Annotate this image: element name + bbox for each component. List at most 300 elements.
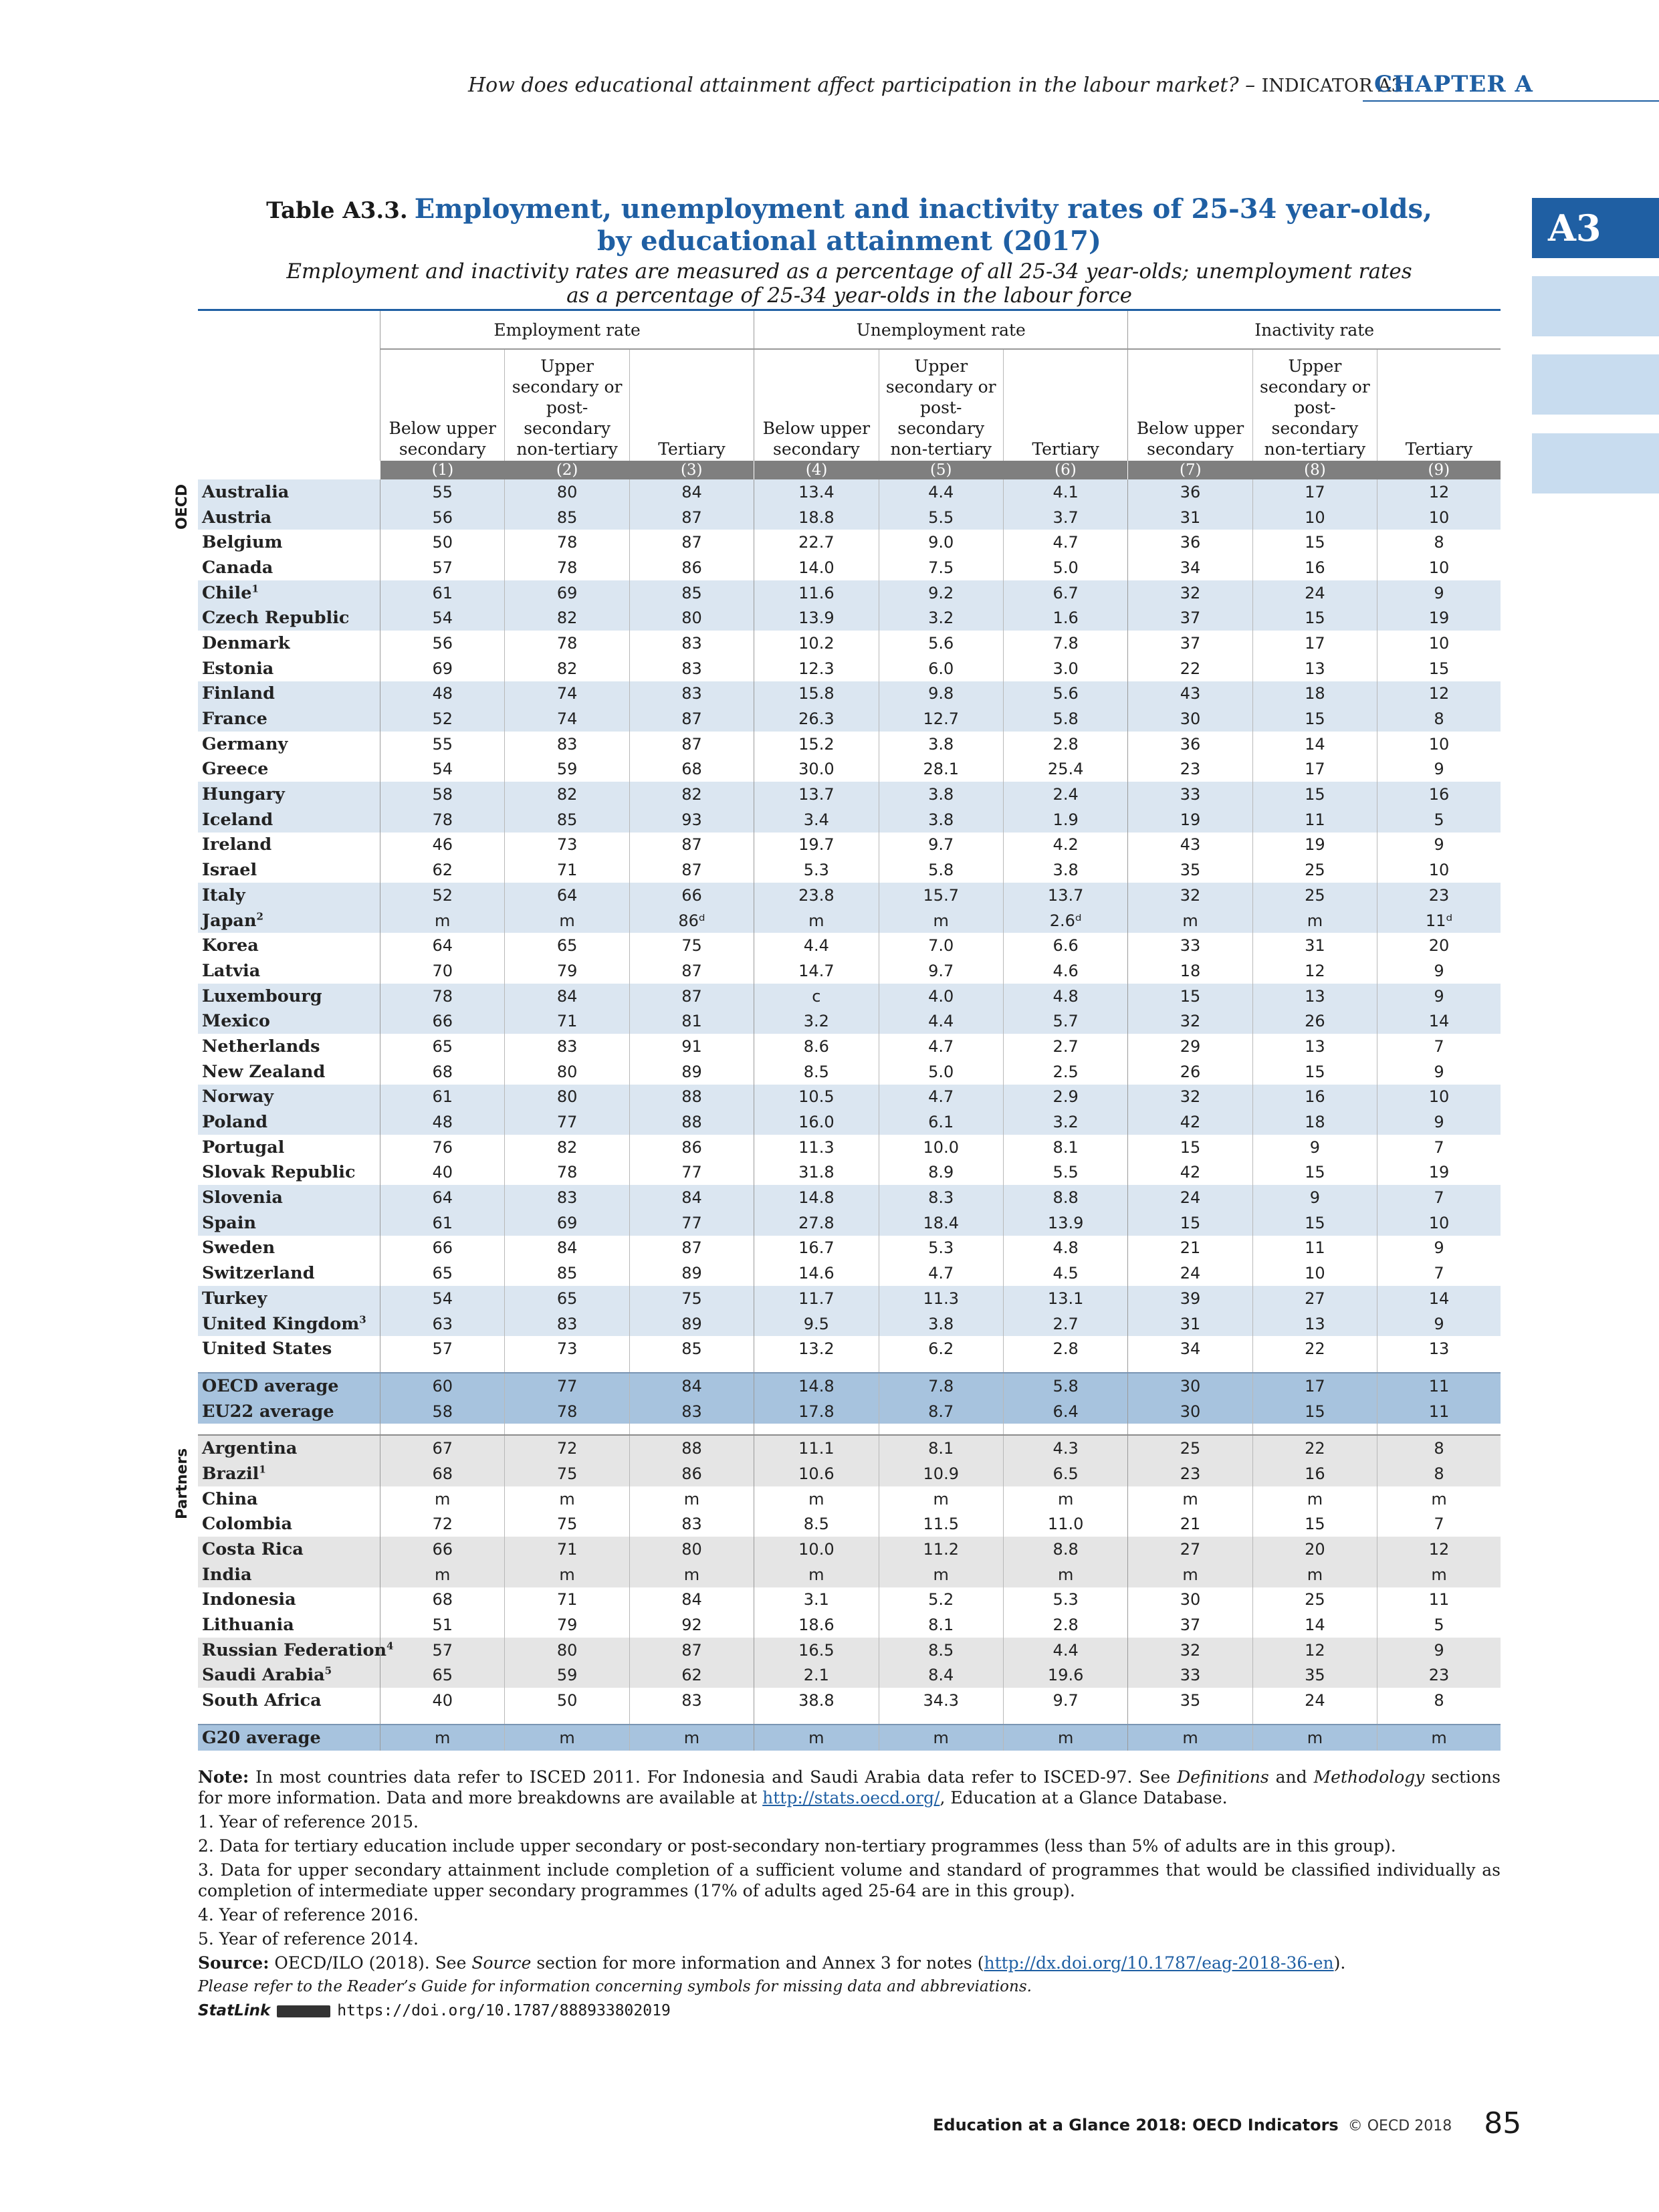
table-cell: m	[1128, 1725, 1252, 1751]
section-tab-placeholder	[1532, 276, 1659, 336]
source-text: OECD/ILO (2018). See	[269, 1953, 472, 1973]
country-name: Denmark	[202, 633, 290, 653]
table-cell: 3.8	[1003, 857, 1127, 883]
table-cell: 23	[1377, 883, 1501, 908]
data-table-container	[174, 309, 1501, 1751]
table-cell: 2.1	[754, 1663, 879, 1688]
table-cell: 18	[1128, 958, 1252, 984]
table-cell: 27.8	[754, 1210, 879, 1236]
table-cell: 13.1	[1003, 1286, 1127, 1311]
table-cell: 61	[380, 1210, 505, 1236]
table-cell: 6.1	[879, 1109, 1003, 1135]
table-cell: 11.7	[754, 1286, 879, 1311]
table-cell: 68	[380, 1587, 505, 1613]
table-row	[198, 1537, 1501, 1562]
table-cell: 2.9	[1003, 1085, 1127, 1110]
table-cell: 42	[1128, 1160, 1252, 1186]
empty-corner	[198, 311, 380, 349]
table-cell: 8	[1377, 530, 1501, 555]
table-cell: 19	[1377, 605, 1501, 631]
row-label	[198, 1512, 380, 1537]
table-cell: 77	[505, 1373, 629, 1399]
note-paragraph	[198, 1767, 1501, 1808]
table-cell: 66	[380, 1236, 505, 1261]
table-cell: m	[505, 1562, 629, 1587]
table-cell: 36	[1128, 732, 1252, 757]
table-cell: 19.7	[754, 833, 879, 858]
table-cell: 87	[629, 706, 754, 732]
row-label	[198, 1311, 380, 1337]
table-cell: 77	[629, 1210, 754, 1236]
table-row	[198, 1336, 1501, 1361]
table-cell: 65	[380, 1663, 505, 1688]
table-cell: 38.8	[754, 1688, 879, 1713]
table-row	[198, 1435, 1501, 1461]
table-cell: m	[879, 1725, 1003, 1751]
table-cell: 10.6	[754, 1461, 879, 1486]
table-cell: 31	[1128, 505, 1252, 530]
country-name: Greece	[202, 759, 269, 780]
table-cell: 55	[380, 732, 505, 757]
table-cell: 15.2	[754, 732, 879, 757]
table-cell: 3.0	[1003, 656, 1127, 681]
table-cell: m	[629, 1562, 754, 1587]
subheader-5: Upper secondary or post-secondary non-tertiary	[879, 349, 1003, 461]
table-cell: 8.4	[879, 1663, 1003, 1688]
table-cell: 5.5	[879, 505, 1003, 530]
table-cell: 13	[1252, 1311, 1377, 1337]
table-cell: 84	[629, 479, 754, 505]
spacer-cell	[629, 1424, 754, 1435]
table-cell: 46	[380, 833, 505, 858]
table-cell: 88	[629, 1109, 754, 1135]
table-cell: 4.2	[1003, 833, 1127, 858]
table-cell: 18.4	[879, 1210, 1003, 1236]
table-cell: 63	[380, 1311, 505, 1337]
table-row	[198, 656, 1501, 681]
table-cell: 40	[380, 1688, 505, 1713]
table-cell: 82	[505, 656, 629, 681]
table-cell: 61	[380, 580, 505, 606]
footnote-5: 5. Year of reference 2014.	[198, 1929, 419, 1949]
table-cell: 78	[380, 807, 505, 833]
table-cell: 86ᵈ	[629, 908, 754, 933]
table-cell: 71	[505, 1008, 629, 1034]
table-row	[198, 605, 1501, 631]
table-cell: 22.7	[754, 530, 879, 555]
table-row	[198, 782, 1501, 807]
footnote-marker: 5	[324, 1664, 332, 1677]
table-cell: 10	[1377, 505, 1501, 530]
table-cell: 5.3	[754, 857, 879, 883]
doi-link[interactable]: http://dx.doi.org/10.1787/eag-2018-36-en	[984, 1953, 1334, 1973]
table-cell: 57	[380, 555, 505, 580]
table-row	[198, 1135, 1501, 1160]
statlink-label: StatLink	[198, 2002, 271, 2019]
table-cell: 6.5	[1003, 1461, 1127, 1486]
row-label	[198, 757, 380, 782]
table-cell: 56	[380, 505, 505, 530]
table-cell: 4.0	[879, 984, 1003, 1009]
row-label	[198, 857, 380, 883]
table-cell: 76	[380, 1135, 505, 1160]
table-cell: 51	[380, 1612, 505, 1638]
table-cell: 15	[1252, 782, 1377, 807]
table-cell: 9	[1252, 1185, 1377, 1210]
table-cell: 13.2	[754, 1336, 879, 1361]
spacer-cell	[629, 1361, 754, 1373]
table-cell: 2.8	[1003, 1336, 1127, 1361]
section-tab-placeholder	[1532, 354, 1659, 415]
country-name: Slovenia	[202, 1188, 283, 1208]
row-label	[198, 908, 380, 933]
table-cell: 3.8	[879, 782, 1003, 807]
row-label	[198, 479, 380, 505]
table-cell: 9	[1377, 1109, 1501, 1135]
table-cell: 5.8	[879, 857, 1003, 883]
table-cell: 13.9	[1003, 1210, 1127, 1236]
table-cell: 10	[1377, 1085, 1501, 1110]
table-title	[198, 194, 1501, 257]
table-cell: 15	[1252, 605, 1377, 631]
table-cell: 6.4	[1003, 1399, 1127, 1424]
table-cell: 91	[629, 1034, 754, 1059]
table-cell: 34	[1128, 555, 1252, 580]
country-name: South Africa	[202, 1690, 322, 1711]
table-cell: 82	[505, 1135, 629, 1160]
country-name: EU22 average	[202, 1401, 334, 1422]
spacer-cell	[505, 1361, 629, 1373]
country-name: Latvia	[202, 960, 261, 981]
table-cell: 16.7	[754, 1236, 879, 1261]
table-cell: 31	[1128, 1311, 1252, 1337]
table-cell: 2.5	[1003, 1059, 1127, 1085]
country-name: Poland	[202, 1112, 268, 1133]
country-name: Luxembourg	[202, 986, 322, 1006]
table-cell: 5.3	[879, 1236, 1003, 1261]
table-cell: 23.8	[754, 883, 879, 908]
table-cell: 18.8	[754, 505, 879, 530]
table-cell: 65	[505, 1286, 629, 1311]
row-label	[198, 1663, 380, 1688]
table-cell: m	[879, 1486, 1003, 1512]
table-row	[198, 1059, 1501, 1085]
table-cell: 88	[629, 1085, 754, 1110]
row-label	[198, 530, 380, 555]
footnote-3: 3. Data for upper secondary attainment include completion of a sufficient volume and standard of programmes that would be classified individually as completion of intermediate upper secondary programmes (17% of adults aged 25-64 are in this group).	[198, 1860, 1501, 1900]
table-subtitle-line1: Employment and inactivity rates are measured as a percentage of all 25-34 year-olds; unemployment rates	[286, 259, 1412, 284]
spacer-cell	[879, 1361, 1003, 1373]
table-cell: 35	[1128, 857, 1252, 883]
table-cell: m	[629, 1725, 754, 1751]
table-cell: 18	[1252, 681, 1377, 707]
country-name: Costa Rica	[202, 1539, 304, 1560]
table-cell: m	[1252, 908, 1377, 933]
spacer-cell	[1252, 1713, 1377, 1725]
source-text: section for more information and Annex 3 for notes (	[531, 1953, 984, 1973]
table-cell: 13	[1252, 656, 1377, 681]
table-cell: 78	[380, 984, 505, 1009]
table-cell: 10	[1377, 1210, 1501, 1236]
group-unemployment: Unemployment rate	[754, 311, 1128, 349]
table-cell: 62	[380, 857, 505, 883]
table-row	[198, 1587, 1501, 1613]
table-cell: 33	[1128, 1663, 1252, 1688]
header-rule	[1363, 100, 1659, 102]
table-row	[198, 555, 1501, 580]
table-cell: 34	[1128, 1336, 1252, 1361]
table-row	[198, 1461, 1501, 1486]
table-cell: 80	[629, 1537, 754, 1562]
table-cell: 35	[1252, 1663, 1377, 1688]
table-cell: 16.0	[754, 1109, 879, 1135]
table-row	[198, 883, 1501, 908]
table-cell: 11	[1377, 1373, 1501, 1399]
table-label: Table A3.3.	[266, 197, 408, 224]
table-cell: 82	[505, 605, 629, 631]
table-cell: 9.7	[879, 958, 1003, 984]
spacer-cell	[879, 1424, 1003, 1435]
spacer-cell	[1377, 1361, 1501, 1373]
table-cell: 32	[1128, 580, 1252, 606]
table-cell: 6.7	[1003, 580, 1127, 606]
row-label	[198, 605, 380, 631]
table-cell: 3.2	[754, 1008, 879, 1034]
subheader-6: Tertiary	[1003, 349, 1127, 461]
country-name: Finland	[202, 683, 275, 704]
table-cell: 12	[1252, 1638, 1377, 1663]
table-cell: 4.7	[879, 1260, 1003, 1286]
table-cell: 69	[505, 580, 629, 606]
table-cell: 22	[1252, 1336, 1377, 1361]
table-cell: m	[754, 1562, 879, 1587]
table-cell: 92	[629, 1612, 754, 1638]
table-cell: 13	[1252, 984, 1377, 1009]
subheader-7: Below upper secondary	[1128, 349, 1252, 461]
table-cell: 18	[1252, 1109, 1377, 1135]
table-cell: 87	[629, 984, 754, 1009]
table-cell: 84	[629, 1373, 754, 1399]
table-cell: 11.5	[879, 1512, 1003, 1537]
country-name: China	[202, 1488, 258, 1509]
table-cell: 8.5	[754, 1059, 879, 1085]
table-cell: 39	[1128, 1286, 1252, 1311]
table-cell: 75	[629, 933, 754, 958]
table-cell: 7.8	[879, 1373, 1003, 1399]
table-row	[198, 479, 1501, 505]
table-row	[198, 1160, 1501, 1186]
row-label	[198, 1638, 394, 1663]
table-cell: c	[754, 984, 879, 1009]
table-cell: 33	[1128, 782, 1252, 807]
country-name: Japan	[202, 910, 257, 931]
table-cell: 74	[505, 706, 629, 732]
table-cell: 15	[1252, 706, 1377, 732]
table-cell: 12	[1252, 958, 1377, 984]
table-cell: 69	[380, 656, 505, 681]
table-row	[198, 1486, 1501, 1512]
table-cell: 61	[380, 1085, 505, 1110]
source-label: Source:	[198, 1953, 269, 1973]
table-cell: m	[505, 908, 629, 933]
country-name: India	[202, 1564, 252, 1585]
country-name: Switzerland	[202, 1263, 315, 1284]
table-cell: 83	[629, 631, 754, 656]
spacer-cell	[1252, 1361, 1377, 1373]
table-cell: 84	[629, 1587, 754, 1613]
row-label	[198, 883, 380, 908]
group-employment: Employment rate	[380, 311, 754, 349]
spacer-cell	[1252, 1424, 1377, 1435]
table-cell: 4.7	[879, 1085, 1003, 1110]
table-cell: 11ᵈ	[1377, 908, 1501, 933]
footer-copyright: © OECD 2018	[1347, 2118, 1452, 2134]
table-cell: 15	[1252, 530, 1377, 555]
table-cell: 25	[1252, 857, 1377, 883]
table-cell: 8.1	[879, 1612, 1003, 1638]
table-cell: 5.3	[1003, 1587, 1127, 1613]
country-name: Indonesia	[202, 1589, 296, 1610]
table-row	[198, 807, 1501, 833]
table-cell: m	[380, 1562, 505, 1587]
table-cell: 15	[1252, 1160, 1377, 1186]
table-cell: 4.1	[1003, 479, 1127, 505]
country-name: Saudi Arabia	[202, 1665, 325, 1686]
table-cell: 9	[1377, 580, 1501, 606]
table-cell: 64	[505, 883, 629, 908]
table-cell: 10	[1252, 505, 1377, 530]
row-label	[198, 933, 380, 958]
table-row	[198, 933, 1501, 958]
table-cell: 78	[505, 1399, 629, 1424]
table-cell: m	[1252, 1562, 1377, 1587]
table-cell: 75	[505, 1461, 629, 1486]
table-cell: 67	[380, 1435, 505, 1461]
row-label	[198, 1336, 380, 1361]
footnote-marker: 1	[251, 582, 259, 595]
row-label	[198, 706, 380, 732]
row-label	[198, 1435, 380, 1461]
table-cell: 65	[380, 1260, 505, 1286]
table-cell: m	[1003, 1562, 1127, 1587]
table-row	[198, 1725, 1501, 1751]
table-cell: m	[879, 1562, 1003, 1587]
table-cell: 10	[1377, 631, 1501, 656]
table-cell: 13	[1377, 1336, 1501, 1361]
table-cell: 9.7	[1003, 1688, 1127, 1713]
note-label: Note:	[198, 1767, 249, 1787]
table-cell: 7.5	[879, 555, 1003, 580]
table-row	[198, 1210, 1501, 1236]
readers-guide-note: Please refer to the Reader’s Guide for information concerning symbols for missing data and abbreviations.	[198, 1978, 1032, 1995]
stats-oecd-link[interactable]: http://stats.oecd.org/	[762, 1788, 940, 1807]
table-cell: 71	[505, 1537, 629, 1562]
table-cell: 84	[505, 1236, 629, 1261]
row-label	[198, 580, 380, 606]
table-cell: 83	[629, 681, 754, 707]
table-cell: 3.8	[879, 807, 1003, 833]
table-cell: 4.4	[1003, 1638, 1127, 1663]
footnote-2: 2. Data for tertiary education include upper secondary or post-secondary non-tertiary programmes (less than 5% of adults are in this group).	[198, 1836, 1396, 1856]
table-cell: 15	[1252, 1399, 1377, 1424]
table-cell: 5.6	[879, 631, 1003, 656]
spacer-cell	[754, 1713, 879, 1725]
table-notes	[198, 1767, 1501, 2021]
chapter-label: CHAPTER A	[1374, 71, 1533, 98]
table-cell: 8.5	[754, 1512, 879, 1537]
note-text: In most countries data refer to ISCED 2011. For Indonesia and Saudi Arabia data refer to ISCED-97. See	[249, 1767, 1178, 1787]
table-cell: m	[879, 908, 1003, 933]
table-cell: 14.8	[754, 1373, 879, 1399]
table-cell: 16	[1252, 1085, 1377, 1110]
row-label	[198, 807, 380, 833]
table-row	[198, 732, 1501, 757]
column-number-1: (1)	[380, 461, 505, 479]
table-cell: 15	[1252, 1059, 1377, 1085]
statlink-url[interactable]: https://doi.org/10.1787/888933802019	[337, 2002, 671, 2019]
table-cell: 25	[1252, 883, 1377, 908]
table-cell: 2.7	[1003, 1034, 1127, 1059]
note-methodology: Methodology	[1313, 1767, 1425, 1787]
country-name: Canada	[202, 557, 273, 578]
group-header-row	[198, 311, 1501, 349]
table-cell: 48	[380, 681, 505, 707]
table-cell: 11	[1252, 807, 1377, 833]
table-cell: 8.5	[879, 1638, 1003, 1663]
table-cell: 5.7	[1003, 1008, 1127, 1034]
table-cell: 8	[1377, 706, 1501, 732]
table-cell: 83	[629, 656, 754, 681]
table-cell: 16	[1252, 1461, 1377, 1486]
footer-title: Education at a Glance 2018: OECD Indicators	[933, 2116, 1339, 2134]
table-cell: 17	[1252, 631, 1377, 656]
table-cell: 36	[1128, 530, 1252, 555]
statlink[interactable]	[198, 2001, 1501, 2021]
table-cell: 8.1	[879, 1435, 1003, 1461]
country-name: United States	[202, 1339, 332, 1359]
table-cell: 2.8	[1003, 1612, 1127, 1638]
table-cell: 7	[1377, 1185, 1501, 1210]
note-text: sections for more information. Data and more breakdowns are available at	[198, 1767, 1501, 1807]
table-cell: 87	[629, 857, 754, 883]
table-cell: 10	[1377, 857, 1501, 883]
country-name: Sweden	[202, 1238, 275, 1258]
row-label	[198, 1034, 380, 1059]
table-cell: 12	[1377, 681, 1501, 707]
spacer-cell	[1003, 1713, 1127, 1725]
table-cell: 37	[1128, 1612, 1252, 1638]
country-name: Turkey	[202, 1288, 267, 1309]
table-title-line1: Employment, unemployment and inactivity rates of 25-34 year-olds,	[414, 193, 1432, 225]
table-cell: 70	[380, 958, 505, 984]
table-cell: 8.8	[1003, 1185, 1127, 1210]
country-name: Norway	[202, 1087, 274, 1107]
table-cell: 55	[380, 479, 505, 505]
table-cell: 10	[1252, 1260, 1377, 1286]
table-cell: 86	[629, 555, 754, 580]
row-label	[198, 1085, 380, 1110]
table-cell: m	[754, 1486, 879, 1512]
table-cell: 8.8	[1003, 1537, 1127, 1562]
row-label	[198, 656, 380, 681]
table-cell: 19	[1252, 833, 1377, 858]
table-cell: 87	[629, 1236, 754, 1261]
table-cell: 13.7	[754, 782, 879, 807]
row-label	[198, 1210, 380, 1236]
running-header-indicator: INDICATOR A3	[1261, 76, 1403, 96]
row-label	[198, 1185, 380, 1210]
table-cell: 85	[505, 505, 629, 530]
